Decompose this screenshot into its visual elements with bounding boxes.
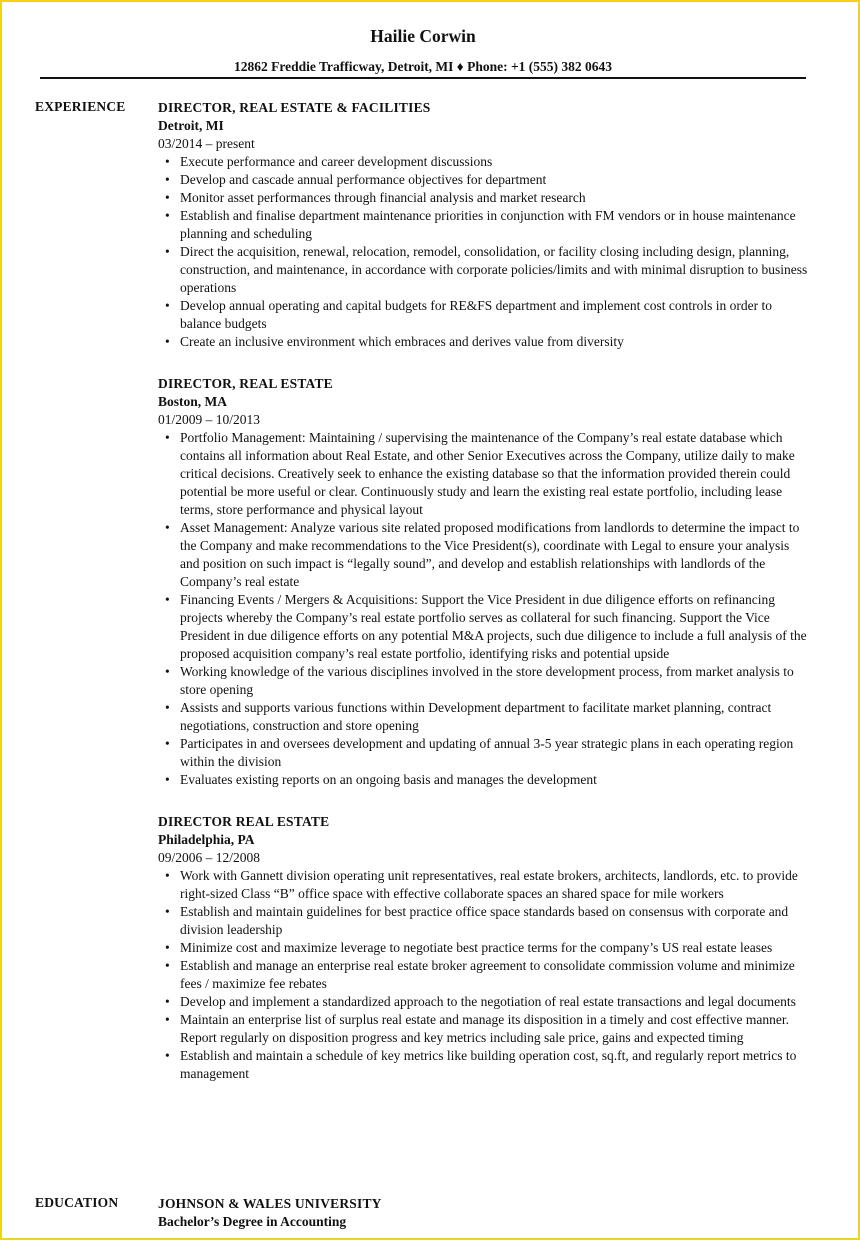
job-entry bbox=[158, 99, 808, 351]
list-item: • Asset Management: Analyze various site related proposed modifications from landlords to determine the impact to the Company and make recommendations to the Vice President(s), coordinate with Legal to ensure your analysis and position on such impact is “legally sound”, and develop and establish relationships with landlords of the Company’s real estate bbox=[180, 519, 808, 591]
list-item: • Direct the acquisition, renewal, relocation, remodel, consolidation, or facility closing including design, planning, construction, and maintenance, in accordance with corporate policies/limits and with minimal disruption to business operations bbox=[180, 243, 808, 297]
job-dates: 09/2006 – 12/2008 bbox=[158, 850, 261, 865]
header-divider bbox=[40, 77, 806, 79]
school-name: JOHNSON & WALES UNIVERSITY bbox=[158, 1196, 382, 1211]
job-title: DIRECTOR REAL ESTATE bbox=[158, 814, 330, 829]
candidate-name: Hailie Corwin bbox=[370, 26, 476, 46]
job-bullets bbox=[158, 429, 808, 789]
list-item: • Monitor asset performances through financial analysis and market research bbox=[180, 189, 808, 207]
job-entry bbox=[158, 813, 808, 1083]
job-bullets bbox=[158, 153, 808, 351]
education-heading: EDUCATION bbox=[35, 1195, 119, 1210]
list-item: • Work with Gannett division operating unit representatives, real estate brokers, architects, landlords, etc. to provide right-sized Class “B” office space with effective collaborate spaces an shared space for mile workers bbox=[180, 867, 808, 903]
list-item: • Financing Events / Mergers & Acquisitions: Support the Vice President in due diligence efforts on refinancing projects whereby the Company’s real estate portfolio serves as collateral for such financing. Support the Vice President in due diligence efforts on any potential M&A projects, such due diligence to include a full analysis of the proposed acquisition company’s real estate portfolio, identifying risks and potential upside bbox=[180, 591, 808, 663]
list-item: • Participates in and oversees development and updating of annual 3-5 year strategic plans in each operating region within the division bbox=[180, 735, 808, 771]
experience-list bbox=[158, 99, 808, 1083]
list-item: • Develop and cascade annual performance objectives for department bbox=[180, 171, 808, 189]
job-location: Philadelphia, PA bbox=[158, 832, 255, 847]
list-item: • Establish and manage an enterprise real estate broker agreement to consolidate commission volume and minimize fees / maximize fee rebates bbox=[180, 957, 808, 993]
list-item: • Maintain an enterprise list of surplus real estate and manage its disposition in a timely and cost effective manner. Report regularly on disposition progress and key metrics including sale price, gains and expected timing bbox=[180, 1011, 808, 1047]
list-item: • Working knowledge of the various disciplines involved in the store development process, from market analysis to store opening bbox=[180, 663, 808, 699]
experience-heading: EXPERIENCE bbox=[35, 99, 126, 114]
job-dates: 03/2014 – present bbox=[158, 136, 255, 151]
list-item: • Establish and finalise department maintenance priorities in conjunction with FM vendors or in house maintenance planning and scheduling bbox=[180, 207, 808, 243]
list-item: • Develop annual operating and capital budgets for RE&FS department and implement cost controls in order to balance budgets bbox=[180, 297, 808, 333]
list-item: • Execute performance and career development discussions bbox=[180, 153, 808, 171]
list-item: • Create an inclusive environment which embraces and derives value from diversity bbox=[180, 333, 808, 351]
degree: Bachelor’s Degree in Accounting bbox=[158, 1214, 347, 1229]
education-entry bbox=[158, 1195, 808, 1231]
job-location: Boston, MA bbox=[158, 394, 228, 409]
list-item: • Establish and maintain guidelines for best practice office space standards based on consensus with corporate and division leadership bbox=[180, 903, 808, 939]
job-bullets bbox=[158, 867, 808, 1083]
job-title: DIRECTOR, REAL ESTATE bbox=[158, 376, 333, 391]
job-entry bbox=[158, 375, 808, 789]
list-item: • Evaluates existing reports on an ongoing basis and manages the development bbox=[180, 771, 808, 789]
list-item: • Establish and maintain a schedule of key metrics like building operation cost, sq.ft, and regularly report metrics to management bbox=[180, 1047, 808, 1083]
list-item: • Develop and implement a standardized approach to the negotiation of real estate transactions and legal documents bbox=[180, 993, 808, 1011]
job-title: DIRECTOR, REAL ESTATE & FACILITIES bbox=[158, 100, 431, 115]
job-location: Detroit, MI bbox=[158, 118, 224, 133]
list-item: • Portfolio Management: Maintaining / supervising the maintenance of the Company’s real estate database which contains all information about Real Estate, and other Senior Executives across the Company, utilize daily to make critical decisions. Creatively seek to enhance the existing database so that the information provided therein could potential be more useful or clear. Continuously study and learn the existing real estate portfolio, including lease terms, store performance and physical layout bbox=[180, 429, 808, 519]
list-item: • Assists and supports various functions within Development department to facilitate market planning, contract negotiations, construction and store opening bbox=[180, 699, 808, 735]
list-item: • Minimize cost and maximize leverage to negotiate best practice terms for the company’s US real estate leases bbox=[180, 939, 808, 957]
contact-line: 12862 Freddie Trafficway, Detroit, MI ♦ Phone: +1 (555) 382 0643 bbox=[233, 59, 613, 74]
job-dates: 01/2009 – 10/2013 bbox=[158, 412, 261, 427]
